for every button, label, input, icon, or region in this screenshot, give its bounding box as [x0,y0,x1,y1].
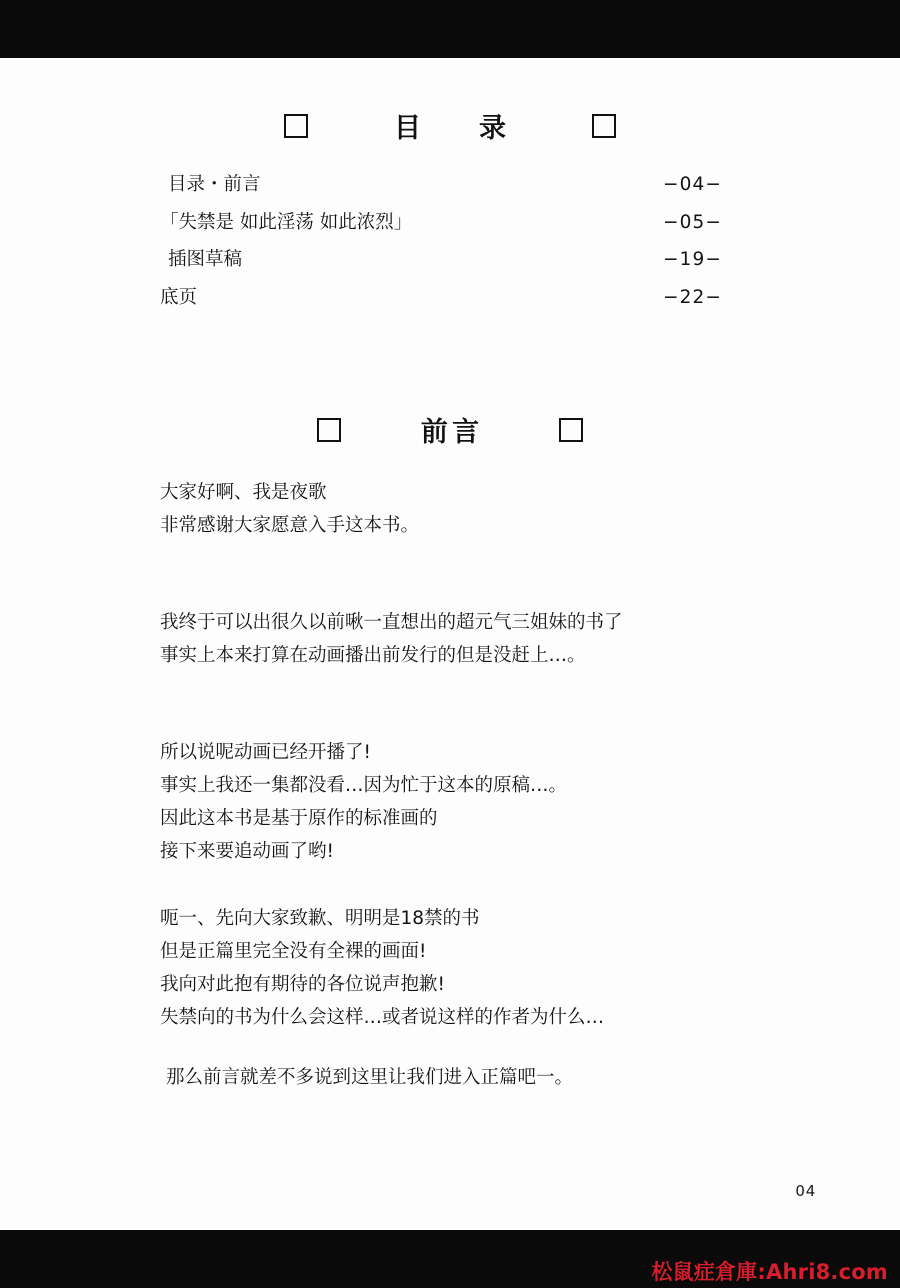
paragraph-line: 那么前言就差不多说到这里让我们进入正篇吧一。 [166,1067,574,1088]
paragraph-line: 因此这本书是基于原作的标准画的 [160,808,438,829]
toc-entry-page: −19− [663,249,722,270]
toc-entry-label: 插图草稿 [168,249,243,270]
paragraph [160,902,800,1034]
paragraph-line: 呃一、先向大家致歉、明明是18禁的书 [160,908,480,929]
paragraph-line: 但是正篇里完全没有全裸的画面! [160,941,427,962]
paragraph-line: 我向对此抱有期待的各位说声抱歉! [160,974,445,995]
toc-entry-page: −04− [663,174,722,195]
table-of-contents [160,176,740,326]
paragraph-line: 失禁向的书为什么会这样…或者说这样的作者为什么… [160,1007,605,1028]
paragraph-line: 我终于可以出很久以前啾一直想出的超元气三姐妹的书了 [160,612,623,633]
toc-entry-page: −22− [663,286,722,308]
paragraph-line: 事实上本来打算在动画播出前发行的但是没赶上…。 [160,645,586,666]
toc-heading-label: 目 录 [393,113,531,144]
toc-entry [160,176,740,195]
paragraph [160,606,800,672]
square-ornament-icon [559,418,583,442]
bottom-black-band [0,1230,900,1288]
square-ornament-icon [284,114,308,138]
paragraph-line: 非常感谢大家愿意入手这本书。 [160,515,420,536]
toc-entry-page: −05− [663,211,722,233]
preface-heading-label: 前言 [420,417,484,448]
toc-entry-label: 底页 [160,286,198,308]
paragraph-line: 事实上我还一集都没看…因为忙于这本的原稿…。 [160,775,568,796]
preface-body [160,476,800,1128]
toc-entry [160,286,740,308]
toc-entry-label: 目录・前言 [168,174,261,195]
paragraph [160,736,800,868]
toc-entry [160,251,740,270]
preface-heading [0,410,900,449]
toc-heading [0,106,900,145]
toc-entry [160,211,740,233]
spacer [160,706,800,736]
square-ornament-icon [592,114,616,138]
document-page [0,58,900,1230]
paragraph [160,476,800,542]
paragraph-line: 所以说呢动画已经开播了! [160,742,371,763]
paragraph [160,1061,800,1094]
paragraph-line: 大家好啊、我是夜歌 [160,482,327,503]
page-number: 04 [795,1182,816,1200]
paragraph-line: 接下来要追动画了哟! [160,841,334,862]
watermark-text: 松鼠症倉庫:Ahri8.com [651,1260,888,1284]
square-ornament-icon [317,418,341,442]
toc-entry-label: 「失禁是 如此淫荡 如此浓烈」 [160,211,413,233]
spacer [160,576,800,606]
top-black-band [0,0,900,58]
